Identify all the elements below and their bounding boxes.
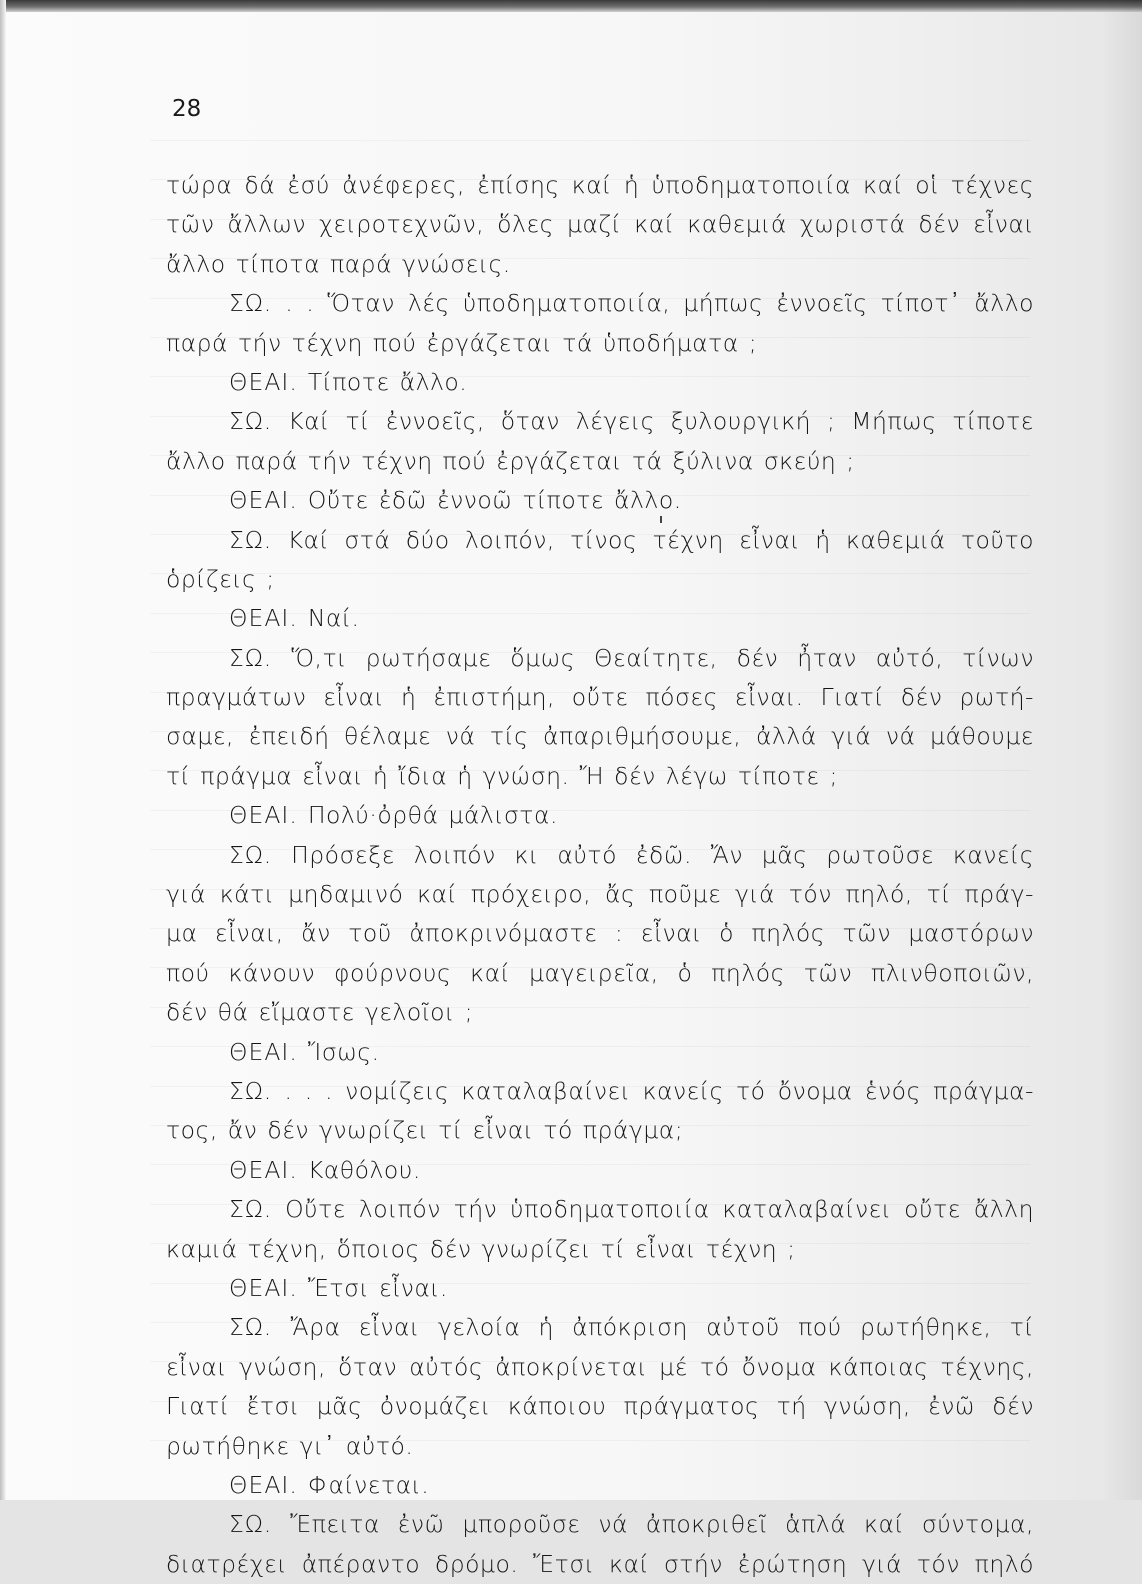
line-text: τώρα δά ἐσύ ἀνέφερες, ἐπίσης καί ἡ ὑποδηματοποιία καί οἱ τέχνες <box>166 171 1034 199</box>
text-line <box>166 1427 1034 1466</box>
text-line <box>166 1466 1034 1505</box>
line-text: . . Ὅταν λές ὑποδηματοποιία, μήπως ἐννοεῖς τίποτ᾽ ἄλλο <box>285 289 1034 318</box>
text-line <box>166 875 1034 914</box>
scan-left-edge <box>0 0 6 1500</box>
line-text: διατρέχει ἀπέραντο δρόμο. Ἔτσι καί στήν ἐρώτηση γιά τόν πηλό <box>166 1549 1034 1578</box>
speaker-label: ΘΕΑΙ. <box>229 604 298 633</box>
speaker-label: ΘΕΑΙ. <box>229 1037 298 1066</box>
line-text: Πολύ·ὀρθά μάλιστα. <box>307 801 558 830</box>
text-line <box>166 639 1034 678</box>
stray-ink-mark <box>660 516 662 523</box>
speaker-label: ΣΩ. <box>229 525 273 554</box>
text-line <box>166 284 1034 323</box>
text-line <box>166 1230 1034 1269</box>
line-text: Ἄρα εἶναι γελοία ἡ ἀπόκριση αὐτοῦ πού ρωτήθηκε, τί <box>290 1313 1034 1342</box>
speaker-label: ΘΕΑΙ. <box>229 1155 298 1184</box>
text-line <box>166 1190 1034 1229</box>
line-text: πραγμάτων εἶναι ἡ ἐπιστήμη, οὔτε πόσες εἶναι. Γιατί δέν ρωτή- <box>166 683 1034 712</box>
line-text: Οὔτε λοιπόν τήν ὑποδηματοποιία καταλαβαίνει οὔτε ἄλλη <box>285 1195 1034 1224</box>
text-line <box>166 954 1034 993</box>
speaker-label: ΘΕΑΙ. <box>229 486 298 515</box>
text-line <box>166 796 1034 835</box>
text-line <box>166 914 1034 953</box>
scan-top-edge <box>0 0 1142 12</box>
text-line <box>166 717 1034 756</box>
line-text: πού κάνουν φούρνους καί μαγειρεῖα, ὁ πηλός τῶν πλινθοποιῶν, <box>166 958 1034 987</box>
speaker-label: ΘΕΑΙ. <box>229 1273 298 1302</box>
text-line <box>166 324 1034 363</box>
line-text: Πρόσεξε λοιπόν κι αὐτό ἐδῶ. Ἄν μᾶς ρωτοῦσε κανείς <box>291 840 1034 869</box>
text-line <box>166 1505 1034 1544</box>
text-line <box>166 678 1034 717</box>
speaker-label: ΘΕΑΙ. <box>229 367 298 396</box>
line-text: μα εἶναι, ἄν τοῦ ἀποκρινόμαστε : εἶναι ὁ πηλός τῶν μαστόρων <box>166 919 1034 948</box>
line-text: Καί στά δύο λοιπόν, τίνος τέχνη εἶναι ἡ καθεμιά τοῦτο <box>287 525 1034 554</box>
line-text: καμιά τέχνη, ὅποιος δέν γνωρίζει τί εἶναι τέχνη ; <box>166 1234 796 1263</box>
line-text: Καί τί ἐννοεῖς, ὅταν λέγεις ξυλουργική ; Μήπως τίποτε <box>288 407 1034 436</box>
speaker-label: ΣΩ. <box>229 840 273 869</box>
text-line <box>166 1111 1034 1150</box>
text-line <box>166 1545 1034 1584</box>
text-line <box>166 1033 1034 1072</box>
speaker-label: ΣΩ. <box>229 643 273 672</box>
text-line <box>166 521 1034 560</box>
line-text: Τίποτε ἄλλο. <box>307 367 468 396</box>
line-text: Καθόλου. <box>307 1155 421 1184</box>
text-line <box>166 560 1034 599</box>
speaker-label: ΣΩ. <box>229 1076 273 1105</box>
text-line <box>166 836 1034 875</box>
text-line <box>166 1387 1034 1426</box>
speaker-label: ΣΩ. <box>229 1195 273 1224</box>
text-line <box>166 1308 1034 1347</box>
text-line <box>166 1269 1034 1308</box>
line-text: . . . νομίζεις καταλαβαίνει κανείς τό ὄνομα ἑνός πράγμα- <box>284 1076 1034 1105</box>
speaker-label: ΘΕΑΙ. <box>229 1470 298 1499</box>
line-text: τί πράγμα εἶναι ἡ ἴδια ἡ γνώση. Ἤ δέν λέγω τίποτε ; <box>166 761 838 790</box>
text-line <box>166 757 1034 796</box>
line-text: Ἔπειτα ἐνῶ μποροῦσε νά ἀποκριθεῖ ἁπλά καί σύντομα, <box>290 1510 1034 1539</box>
speaker-label: ΘΕΑΙ. <box>229 801 298 830</box>
text-line <box>166 402 1034 441</box>
page-right-shadow <box>1102 0 1142 1500</box>
text-line <box>166 166 1034 205</box>
line-text: παρά τήν τέχνη πού ἐργάζεται τά ὑποδήματα ; <box>166 328 758 357</box>
line-text: Ὅ,τι ρωτήσαμε ὅμως Θεαίτητε, δέν ἦταν αὐτό, τίνων <box>291 643 1034 672</box>
text-line <box>166 363 1034 402</box>
line-text: γιά κάτι μηδαμινό καί πρόχειρο, ἄς ποῦμε γιά τόν πηλό, τί πράγ- <box>166 880 1034 909</box>
speaker-label: ΣΩ. <box>229 1313 273 1342</box>
show-through-line <box>150 140 1030 141</box>
line-text: Φαίνεται. <box>307 1470 430 1499</box>
dialogue-text-block <box>166 166 1034 1584</box>
speaker-label: ΣΩ. <box>229 407 273 436</box>
line-text: σαμε, ἐπειδή θέλαμε νά τίς ἀπαριθμήσουμε, ἀλλά γιά νά μάθουμε <box>166 722 1034 751</box>
text-line <box>166 1348 1034 1387</box>
page-number: 28 <box>172 96 202 122</box>
line-text: Ναί. <box>307 604 360 633</box>
line-text: ὁρίζεις ; <box>166 564 275 593</box>
text-line <box>166 442 1034 481</box>
line-text: Γιατί ἔτσι μᾶς ὀνομάζει κάποιου πράγματος τή γνώση, ἐνῶ δέν <box>166 1392 1034 1421</box>
speaker-label: ΣΩ. <box>229 1510 273 1539</box>
line-text: ρωτήθηκε γι᾽ αὐτό. <box>166 1431 414 1460</box>
line-text: Οὔτε ἐδῶ ἐννοῶ τίποτε ἄλλο. <box>307 486 682 515</box>
line-text: Ἔτσι εἶναι. <box>307 1273 448 1302</box>
line-text: εἶναι γνώση, ὅταν αὐτός ἀποκρίνεται μέ τό ὄνομα κάποιας τέχνης, <box>166 1352 1034 1381</box>
text-line <box>166 481 1034 520</box>
text-line <box>166 245 1034 284</box>
line-text: ἄλλο παρά τήν τέχνη πού ἐργάζεται τά ξύλινα σκεύη ; <box>166 446 855 475</box>
speaker-label: ΣΩ. <box>229 289 273 318</box>
line-text: δέν θά εἴμαστε γελοῖοι ; <box>166 998 474 1027</box>
line-text: Ἴσως. <box>307 1037 380 1066</box>
text-line <box>166 599 1034 638</box>
text-line <box>166 1072 1034 1111</box>
line-text: τῶν ἄλλων χειροτεχνῶν, ὅλες μαζί καί καθεμιά χωριστά δέν εἶναι <box>166 210 1034 239</box>
line-text: ἄλλο τίποτα παρά γνώσεις. <box>166 249 511 278</box>
line-text: τος, ἄν δέν γνωρίζει τί εἶναι τό πράγμα; <box>166 1116 684 1145</box>
text-line <box>166 1151 1034 1190</box>
text-line <box>166 993 1034 1032</box>
text-line <box>166 205 1034 244</box>
